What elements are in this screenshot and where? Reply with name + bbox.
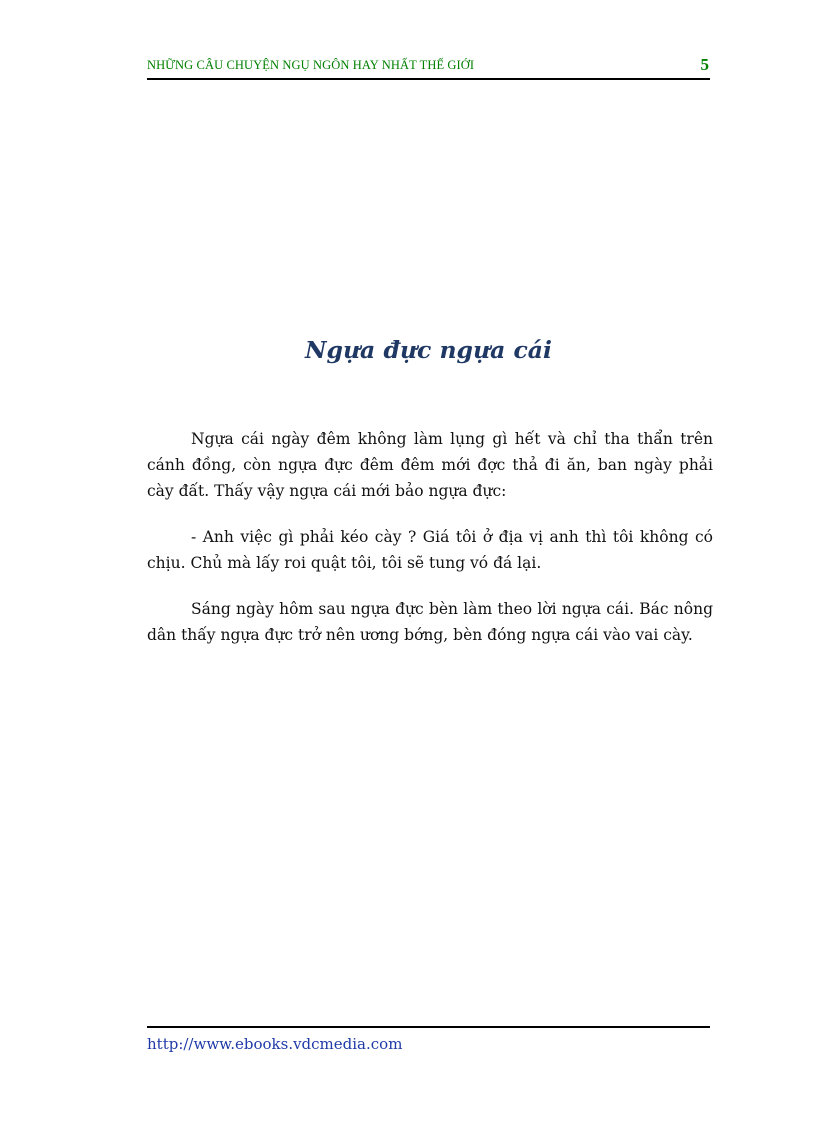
page-number: 5 (700, 55, 709, 74)
page-header (147, 56, 710, 80)
story-title: Ngựa đực ngựa cái (305, 336, 552, 364)
footer-divider (147, 1026, 710, 1028)
paragraph: Ngựa cái ngày đêm không làm lụng gì hết và chỉ tha thẩn trên cánh đồng, còn ngựa đực đêm đêm mới đợc thả đi ăn, ban ngày phải cày đất. Thấy vậy ngựa cái mới bảo ngựa đực: (147, 430, 713, 500)
paragraph: - Anh việc gì phải kéo cày ? Giá tôi ở địa vị anh thì tôi không có chịu. Chủ mà lấy roi quật tôi, tôi sẽ tung vó đá lại. (147, 528, 713, 572)
footer-website-link[interactable]: http://www.ebooks.vdcmedia.com (147, 1035, 403, 1053)
paragraph: Sáng ngày hôm sau ngựa đực bèn làm theo lời ngựa cái. Bác nông dân thấy ngựa đực trở nên ương bớng, bèn đóng ngựa cái vào vai cày. (147, 600, 713, 644)
book-title: NHỮNG CÂU CHUYỆN NGỤ NGÔN HAY NHẤT THẾ GIỚI (147, 58, 475, 72)
story-body (147, 426, 713, 668)
